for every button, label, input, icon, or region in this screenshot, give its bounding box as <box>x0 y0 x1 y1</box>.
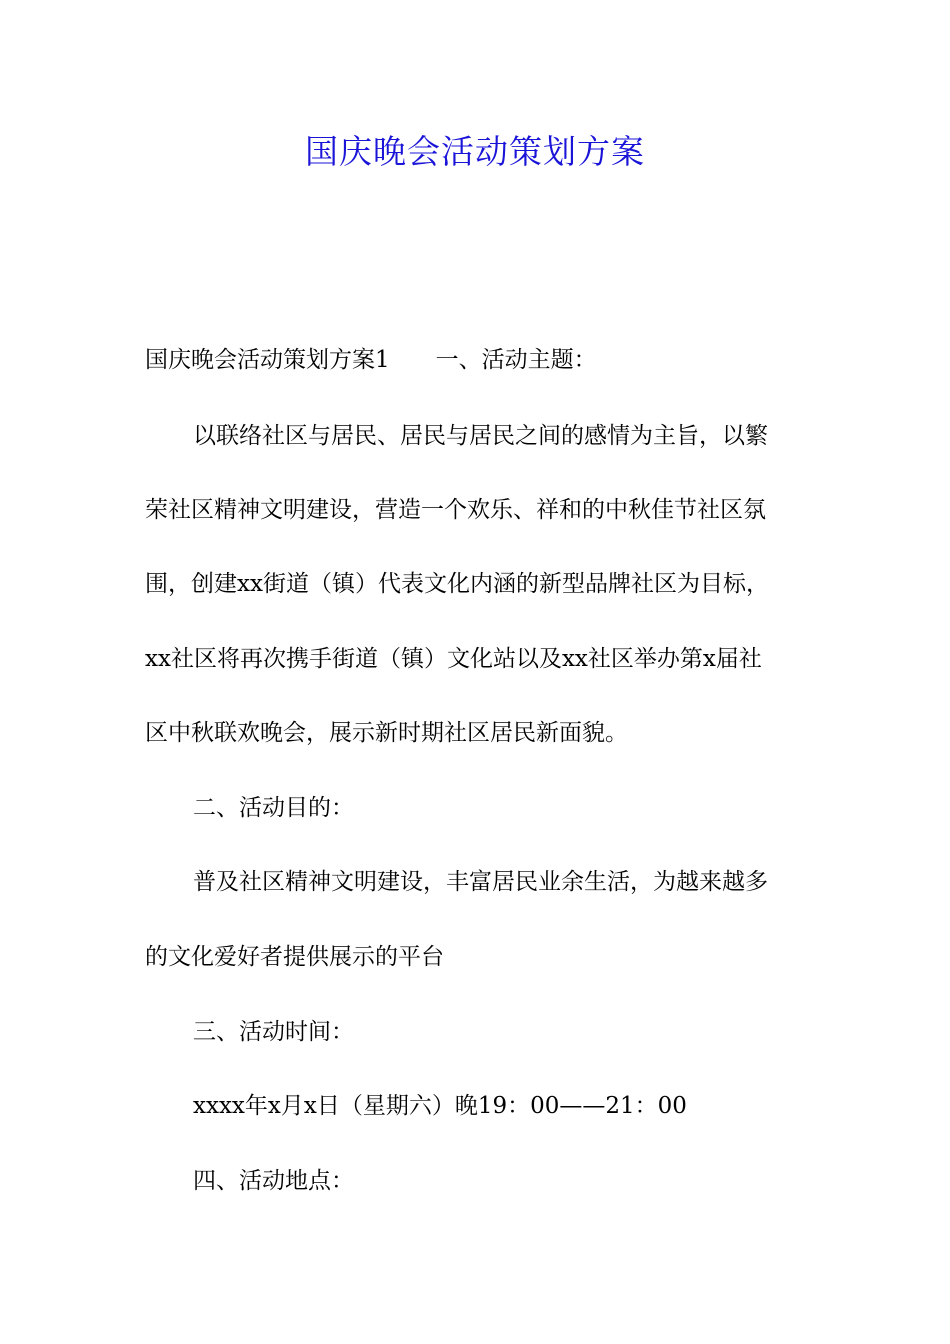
paragraph-line: 围，创建xx街道（镇）代表文化内涵的新型品牌社区为目标， <box>145 571 769 597</box>
paragraph-line: 的文化爱好者提供展示的平台 <box>145 944 444 970</box>
section-heading-time: 三、活动时间： <box>193 1019 354 1045</box>
section-heading-location: 四、活动地点： <box>193 1168 354 1194</box>
intro-line <box>145 344 597 376</box>
section-heading-theme: 一、活动主题： <box>435 347 597 373</box>
intro-label: 国庆晚会活动策划方案1 <box>145 347 390 373</box>
paragraph-line: 荣社区精神文明建设，营造一个欢乐、祥和的中秋佳节社区氛 <box>145 497 766 523</box>
document-title: 国庆晚会活动策划方案 <box>305 132 645 171</box>
section-heading-purpose: 二、活动目的： <box>193 795 354 821</box>
paragraph-line: 普及社区精神文明建设，丰富居民业余生活，为越来越多 <box>193 869 768 895</box>
paragraph-line: 区中秋联欢晚会，展示新时期社区居民新面貌。 <box>145 720 628 746</box>
paragraph-line: 以联络社区与居民、居民与居民之间的感情为主旨，以繁 <box>193 423 768 449</box>
paragraph-line: xx社区将再次携手街道（镇）文化站以及xx社区举办第x届社 <box>145 646 762 672</box>
paragraph-line: xxxx年x月x日（星期六）晚19：00——21：00 <box>193 1093 687 1119</box>
